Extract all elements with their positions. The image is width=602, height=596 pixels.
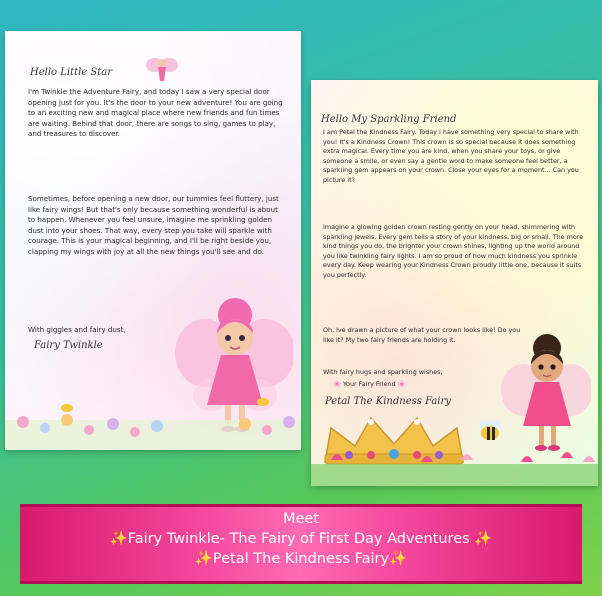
letter-paragraph: With giggles and fairy dust,	[28, 325, 126, 334]
letter-paragraph: Sometimes, before opening a new door, our tummies feel fluttery, just like fairy wings! But that's only because something wonderful is about to happen. Whenever you feel unsure, imagine me sprinkling golden dust into your shoes. That way, every step you take will sparkle with courage. This is your magical beginning, and I'll be right beside you, clapping my wings with joy at all the new things you'll see and do.	[28, 194, 279, 256]
letter-paragraph: Oh, Ive drawn a picture of what your crown looks like! Do you like it? My two fairy friends are holding it.	[323, 326, 521, 344]
letter-greeting: Hello Little Star	[30, 67, 113, 78]
title-banner	[20, 504, 582, 584]
letter-paragraph: I'm Twinkle the Adventure Fairy, and today I saw a very special door opening just for you. It's the door to your new adventure! You are going to an exciting new and magical place where new friends and fun times are waiting. Behind that door, there are songs to sing, games to play, and treasures to discover.	[28, 87, 283, 138]
letter-greeting: Hello My Sparkling Friend	[321, 114, 457, 125]
tulip-field	[311, 416, 598, 486]
letter-paragraph: Imagine a glowing golden crown resting gently on your head, shimmering with sparkling jewels. Every gem tells a story of your kindness, big or small. The more kind things you do, the brighter your crown shines, lighting up the world around you like twinkling fairy lights. I am so proud of how much kindness you sprinkle every day. Keep wearing your Kindness Crown proudly little one, because it suits you perfectly.	[323, 223, 584, 279]
letter-closing: 🌸 Your Fairy Friend 🌸	[333, 380, 406, 388]
letter-petal	[311, 80, 598, 486]
butterfly-fairy-icon	[145, 53, 179, 85]
letter-signature: Petal The Kindness Fairy	[325, 396, 451, 407]
letter-paragraph: I am Petal the Kindness Fairy. Today I have something very special to share with you! It's a Kindness Crown! This crown is so special because it does something extra magical. Every time you are kind, when you share your toys, or give someone a smile, or even say a gentle word to make someone feel better, a sparkling gem appears on your crown. Close your eyes for a moment... Can you picture it?	[323, 128, 579, 184]
banner-meet: Meet	[282, 511, 320, 527]
banner-line-petal: ✨Petal The Kindness Fairy✨	[194, 551, 408, 567]
banner-line-twinkle: ✨Fairy Twinkle- The Fairy of First Day Adventures ✨	[109, 531, 493, 547]
flower-field	[5, 380, 301, 450]
letter-signature: Fairy Twinkle	[34, 340, 103, 351]
letter-twinkle	[5, 31, 301, 450]
letter-paragraph: With fairy hugs and sparkling wishes,	[323, 368, 443, 376]
